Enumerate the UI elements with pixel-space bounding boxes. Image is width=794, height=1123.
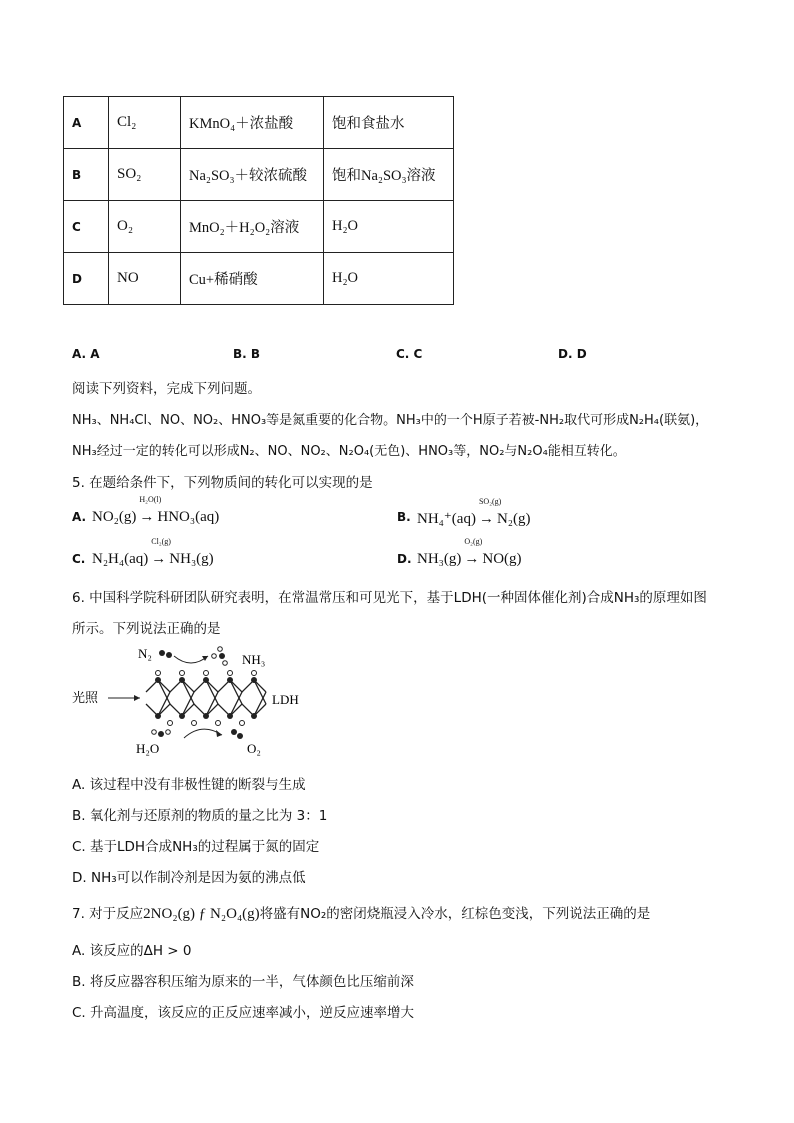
absorber-cell: H₂O: [324, 253, 454, 305]
fig-o2-label: O₂: [247, 741, 261, 756]
q6-stem-line-1: 6. 中国科学院科研团队研究表明，在常温常压和可见光下，基于LDH(一种固体催化剂)合成NH₃的原理如图: [72, 590, 707, 606]
q5-c-cond: Cl₂(g): [151, 537, 171, 546]
q4-choice-b[interactable]: B. B: [233, 347, 261, 361]
material-line-2: NH₃经过一定的转化可以形成N₂、NO、NO₂、N₂O₄(无色)、HNO₃等，NO₂与N₂O₄能相互转化。: [72, 444, 626, 459]
q5-option-b-label[interactable]: B.: [397, 510, 411, 524]
q5-d-cond: O₂(g): [464, 537, 483, 546]
ldh-lattice: [146, 680, 266, 716]
q4-choice-d[interactable]: D. D: [558, 347, 587, 361]
q5-a-rhs: HNO₃(aq): [157, 509, 220, 525]
q6-option-b[interactable]: B. 氧化剂与还原剂的物质的量之比为 3：1: [72, 808, 328, 824]
row-label: A: [64, 97, 109, 149]
gas-cell: O₂: [109, 201, 181, 253]
q5-b-cond: SO₂(g): [478, 497, 502, 506]
q7-equation: 2NO₂(g) ƒ N₂O₄(g): [143, 906, 260, 922]
q4-choice-a[interactable]: A. A: [72, 347, 100, 361]
q7-stem-post: 将盛有NO₂的密闭烧瓶浸入冷水，红棕色变浅，下列说法正确的是: [259, 906, 651, 922]
q5-option-d-label[interactable]: D.: [397, 552, 412, 566]
q7-option-b[interactable]: B. 将反应器容积压缩为原来的一半，气体颜色比压缩前深: [72, 974, 414, 990]
q5-b-rhs: N₂(g): [496, 511, 531, 527]
table-row: [64, 201, 454, 253]
q5-option-a-label[interactable]: A.: [72, 510, 87, 524]
fig-nh3-label: NH₃: [242, 652, 266, 667]
q5-a-lhs: NO₂(g): [92, 509, 137, 525]
gas-cell: SO₂: [109, 149, 181, 201]
q6-stem-line-2: 所示。下列说法正确的是: [72, 621, 221, 637]
fig-n2-label: N₂: [138, 646, 152, 661]
q7-stem-pre: 7. 对于反应: [72, 906, 144, 922]
absorber-cell: 饱和食盐水: [324, 97, 454, 149]
fig-light-label: 光照: [72, 691, 99, 706]
q5-option-d[interactable]: NH₃(g) → O₂(g) NO(g): [417, 537, 522, 567]
reagent-cell: KMnO₄＋浓盐酸: [181, 97, 324, 149]
reagent-cell: Na₂SO₃＋较浓硫酸: [181, 149, 324, 201]
table-row: [64, 149, 454, 201]
q7-option-a[interactable]: A. 该反应的ΔH > 0: [72, 943, 192, 959]
table-row: [64, 97, 454, 149]
q5-option-c-label[interactable]: C.: [72, 552, 86, 566]
material-line-1: NH₃、NH₄Cl、NO、NO₂、HNO₃等是氮重要的化合物。NH₃中的一个H原子若被-NH₂取代可形成N₂H₄(联氨)，: [72, 413, 709, 428]
fig-ldh-label: LDH: [272, 692, 299, 707]
gas-cell: NO: [109, 253, 181, 305]
q5-stem: 5. 在题给条件下，下列物质间的转化可以实现的是: [72, 475, 373, 491]
absorber-cell: 饱和Na₂SO₃溶液: [324, 149, 454, 201]
q5-d-rhs: NO(g): [482, 551, 522, 567]
q6-option-a[interactable]: A. 该过程中没有非极性键的断裂与生成: [72, 777, 306, 793]
row-label: D: [64, 253, 109, 305]
q6-option-d[interactable]: D. NH₃可以作制冷剂是因为氨的沸点低: [72, 870, 306, 886]
q5-option-a[interactable]: NO₂(g) → H₂O(l) HNO₃(aq): [92, 495, 220, 525]
fig-h2o-label: H₂O: [136, 741, 160, 756]
reagent-cell: Cu+稀硝酸: [181, 253, 324, 305]
reading-intro: 阅读下列资料，完成下列问题。: [72, 381, 261, 397]
gas-cell: Cl₂: [109, 97, 181, 149]
reagent-cell: MnO₂＋H₂O₂溶液: [181, 201, 324, 253]
absorber-cell: H₂O: [324, 201, 454, 253]
q7-stem: [72, 902, 650, 923]
q7-option-c[interactable]: C. 升高温度，该反应的正反应速率减小，逆反应速率增大: [72, 1005, 415, 1021]
q5-option-c[interactable]: N₂H₄(aq) → Cl₂(g) NH₃(g): [92, 537, 214, 567]
q5-a-cond: H₂O(l): [139, 495, 162, 504]
q4-choice-c[interactable]: C. C: [396, 347, 423, 361]
q5-option-b[interactable]: NH₄⁺(aq) → SO₂(g) N₂(g): [417, 497, 531, 527]
q5-b-lhs: NH₄⁺(aq): [417, 511, 476, 527]
ldh-mechanism-figure: [66, 640, 326, 765]
row-label: B: [64, 149, 109, 201]
row-label: C: [64, 201, 109, 253]
q5-d-lhs: NH₃(g): [417, 551, 462, 567]
q5-c-lhs: N₂H₄(aq): [92, 551, 149, 567]
reagent-table: [63, 96, 454, 305]
q5-c-rhs: NH₃(g): [169, 551, 214, 567]
table-row: [64, 253, 454, 305]
q6-option-c[interactable]: C. 基于LDH合成NH₃的过程属于氮的固定: [72, 839, 320, 855]
